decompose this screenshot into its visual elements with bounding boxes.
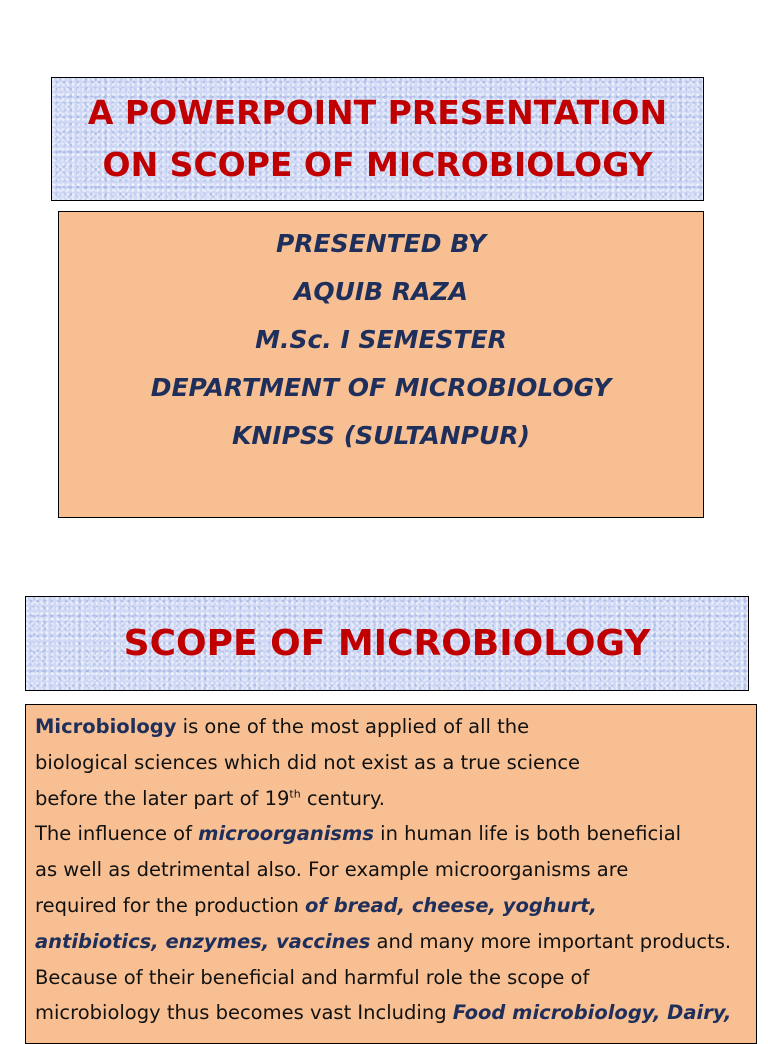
body-line-4 <box>35 816 756 852</box>
body-line-9 <box>35 995 756 1031</box>
body-line-3-a: before the later part of 19 <box>35 786 290 810</box>
body-line-1-text: is one of the most applied of all the <box>176 715 530 738</box>
presenter-info-box <box>58 211 704 518</box>
body-line-2: biological sciences which did not exist as a true science <box>35 750 581 774</box>
body-line-7-text: and many more important products. <box>370 929 732 953</box>
slide2-title-box <box>25 596 749 691</box>
body-line-5: as well as detrimental also. For example microorganisms are <box>35 858 629 882</box>
slide1-title-line1: A POWERPOINT PRESENTATION <box>87 93 668 132</box>
presenter-institution: KNIPSS (SULTANPUR) <box>232 421 530 450</box>
presenter-name: AQUIB RAZA <box>293 277 469 306</box>
slide1-title-line2: ON SCOPE OF MICROBIOLOGY <box>102 145 653 184</box>
body-line-6-a: required for the production <box>35 893 306 917</box>
presenter-department: DEPARTMENT OF MICROBIOLOGY <box>150 373 612 402</box>
body-line-1 <box>35 709 756 745</box>
fields-list: Food microbiology, Dairy, <box>452 1001 732 1025</box>
presenter-semester: M.Sc. I SEMESTER <box>255 325 507 354</box>
term-microorganisms: microorganisms <box>198 822 374 846</box>
term-microbiology: Microbiology <box>35 715 177 738</box>
body-line-3 <box>35 781 756 817</box>
body-line-3-b: century. <box>300 786 385 810</box>
products-list-2: antibiotics, enzymes, vaccines <box>35 929 371 953</box>
slide2-title: SCOPE OF MICROBIOLOGY <box>123 623 651 664</box>
products-list-1: of bread, cheese, yoghurt, <box>305 893 597 917</box>
body-line-4-a: The influence of <box>35 822 199 846</box>
body-line-9-a: microbiology thus becomes vast Including <box>35 1001 453 1025</box>
slide1-title-box <box>51 77 704 201</box>
body-line-6 <box>35 888 756 924</box>
ordinal-suffix: th <box>289 787 301 801</box>
body-text-box <box>25 704 757 1044</box>
presented-by-label: PRESENTED BY <box>275 229 487 258</box>
body-line-8: Because of their beneficial and harmful role the scope of <box>35 965 590 989</box>
body-line-7 <box>35 924 756 960</box>
body-line-4-b: in human life is both beneficial <box>373 822 682 846</box>
